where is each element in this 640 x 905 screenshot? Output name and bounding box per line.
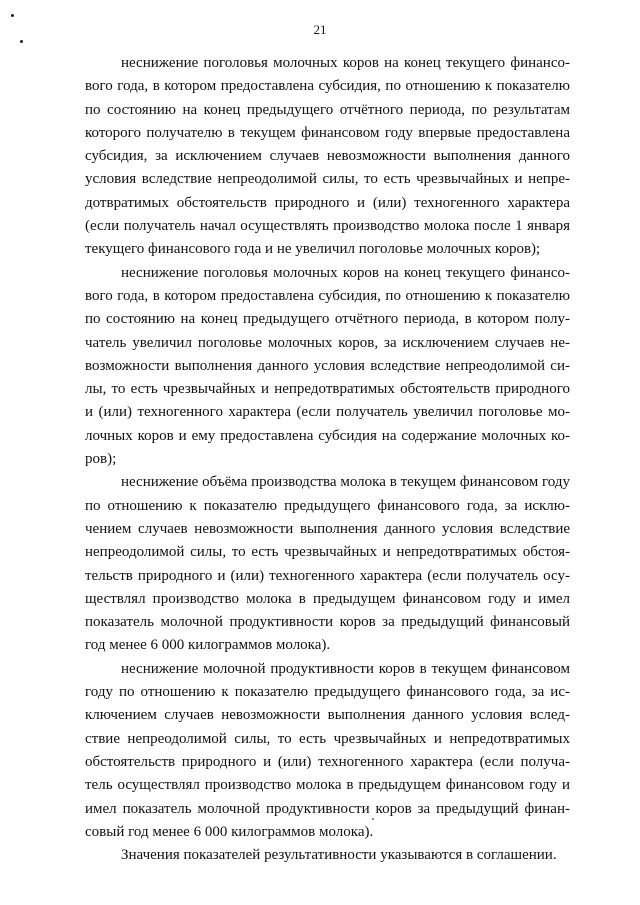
page-number: 21 bbox=[313, 22, 327, 37]
scan-speck bbox=[11, 14, 14, 17]
paragraph-indicator-values: Значения показателей результативности указываются в соглашении. bbox=[121, 847, 557, 864]
paragraph-herd-increase: неснижение поголовья молочных коров на конец текущего финансового года, в котором предоставлена субсидия, по отношению к показателю по состоянию на конец предыдущего отчётного периода, в котором получатель увеличил поголовье молочных коров, за исключением случаев невозможности выполнения данного условия вследствие непреодолимой силы, то есть чрезвычайных и непредотвратимых обстоятельств природного и (или) техногенного характера (если получатель увеличил поголовье молочных коров и ему предоставлена субсидия на содержание молочных коров); bbox=[85, 264, 570, 468]
document-body bbox=[85, 52, 570, 867]
paragraph-milk-productivity: неснижение молочной продуктивности коров в текущем финансовом году по отношению к показателю предыдущего финансового года, за исключением случаев невозможности выполнения данного условия вследствие непреодолимой силы, то есть чрезвычайных и непредотвратимых обстоятельств природного и (или) техногенного характера (если получатель осуществлял производство молока в предыдущем финансовом году и имел показатель молочной продуктивности коров за предыдущий финансовый год менее 6 000 килограммов молока). bbox=[85, 660, 570, 840]
paragraph-herd-first-subsidy: неснижение поголовья молочных коров на конец текущего финансового года, в котором предоставлена субсидия, по отношению к показателю по состоянию на конец предыдущего отчётного периода, по результатам которого получателю в текущем финансовом году впервые предоставлена субсидия, за исключением случаев невозможности выполнения данного условия вследствие непреодолимой силы, то есть чрезвычайных и непредотвратимых обстоятельств природного и (или) техногенного характера (если получатель начал осуществлять производство молока после 1 января текущего финансового года и не увеличил поголовье молочных коров); bbox=[85, 55, 570, 258]
scan-speck bbox=[20, 40, 23, 43]
paragraph-milk-volume: неснижение объёма производства молока в текущем финансовом году по отношению к показателю предыдущего финансового года, за исключением случаев невозможности выполнения данного условия вследствие непреодолимой силы, то есть чрезвычайных и непредотвратимых обстоятельств природного и (или) техногенного характера (если получатель осуществлял производство молока в предыдущем финансовом году и имел показатель молочной продуктивности коров за предыдущий финансовый год менее 6 000 килограммов молока). bbox=[85, 474, 570, 654]
